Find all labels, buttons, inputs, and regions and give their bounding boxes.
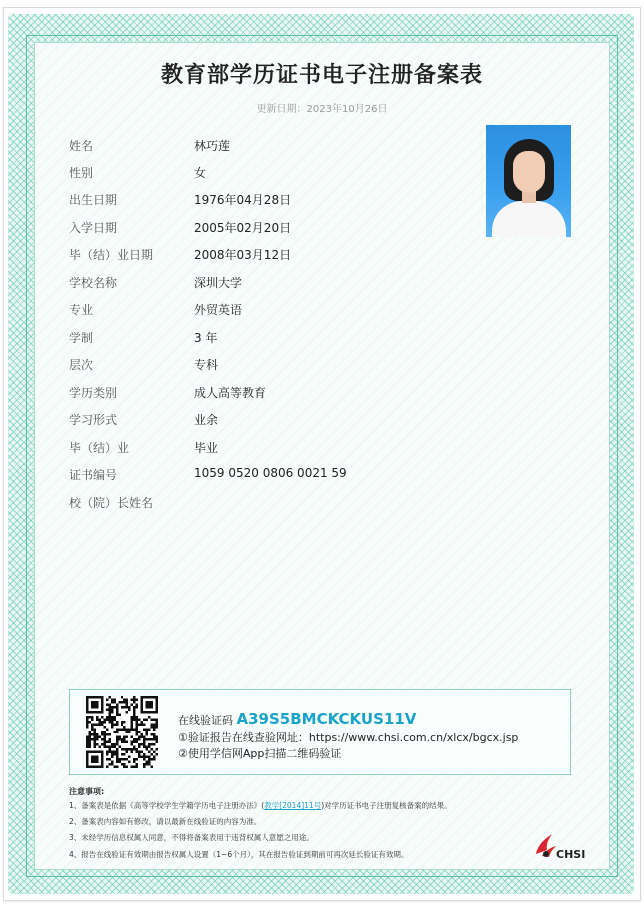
verification-code: A39S5BMCKCKUS11V bbox=[236, 710, 417, 728]
update-date: 更新日期：2023年10月26日 bbox=[256, 104, 388, 115]
note-2: 2、备案表内容如有修改，请以最新在线验证的内容为准。 bbox=[69, 817, 262, 826]
verification-box bbox=[69, 689, 571, 775]
chsi-logo-text: CHSI bbox=[556, 848, 586, 861]
field-value: 女 bbox=[194, 166, 207, 180]
field-value: 业余 bbox=[194, 413, 219, 427]
field-value: 林巧莲 bbox=[194, 139, 231, 153]
note-1-text-end: )对学历证书电子注册复核备案的结果。 bbox=[321, 801, 452, 810]
field-label: 学校名称 bbox=[69, 276, 118, 290]
verification-url-line: ①验证报告在线查验网址：https://www.chsi.com.cn/xlcx/bgcx.jsp bbox=[178, 731, 519, 744]
field-value: 2008年03月12日 bbox=[194, 248, 292, 262]
field-label: 学习形式 bbox=[69, 413, 118, 427]
note-1 bbox=[69, 800, 452, 811]
note-3: 3、未经学历信息权属人同意，不得将备案表用于违背权属人意愿之用途。 bbox=[69, 833, 314, 842]
field-label: 姓名 bbox=[69, 139, 94, 153]
field-label: 学制 bbox=[69, 331, 94, 345]
field-label: 出生日期 bbox=[69, 193, 118, 207]
qr-code-icon[interactable] bbox=[86, 696, 158, 768]
field-label: 毕（结）业 bbox=[69, 441, 130, 455]
field-value: 专科 bbox=[194, 358, 219, 372]
field-label: 入学日期 bbox=[69, 221, 118, 235]
field-value: 成人高等教育 bbox=[194, 386, 267, 400]
regulation-link[interactable]: 教学[2014]11号 bbox=[264, 801, 322, 810]
field-label: 性别 bbox=[69, 166, 94, 180]
notes-title: 注意事项: bbox=[69, 787, 105, 796]
page-title: 教育部学历证书电子注册备案表 bbox=[160, 63, 483, 88]
field-value: 毕业 bbox=[194, 441, 219, 455]
student-photo bbox=[486, 125, 571, 237]
field-label: 毕（结）业日期 bbox=[69, 248, 154, 262]
field-value: 深圳大学 bbox=[194, 276, 243, 290]
note-1-text: 1、备案表是依据《高等学校学生学籍学历电子注册办法》( bbox=[69, 801, 265, 810]
field-value: 外贸英语 bbox=[194, 303, 243, 317]
field-value: 1976年04月28日 bbox=[194, 193, 292, 207]
verification-code-line bbox=[178, 710, 416, 728]
verification-app-line: ②使用学信网App扫描二维码验证 bbox=[178, 747, 342, 760]
verification-code-label: 在线验证码 bbox=[178, 714, 233, 727]
field-value: 2005年02月20日 bbox=[194, 221, 292, 235]
field-label: 层次 bbox=[69, 358, 94, 372]
field-label: 专业 bbox=[69, 303, 94, 317]
field-value: 3 年 bbox=[194, 331, 218, 345]
field-label: 证书编号 bbox=[69, 468, 118, 482]
note-4: 4、报告在线验证有效期由报告权属人设置（1~6个月），其在报告验证到期前可再次延长验证有效期。 bbox=[69, 850, 409, 859]
field-value: 1059 0520 0806 0021 59 bbox=[194, 466, 347, 480]
field-label: 校（院）长姓名 bbox=[69, 496, 154, 510]
field-label: 学历类别 bbox=[69, 386, 118, 400]
